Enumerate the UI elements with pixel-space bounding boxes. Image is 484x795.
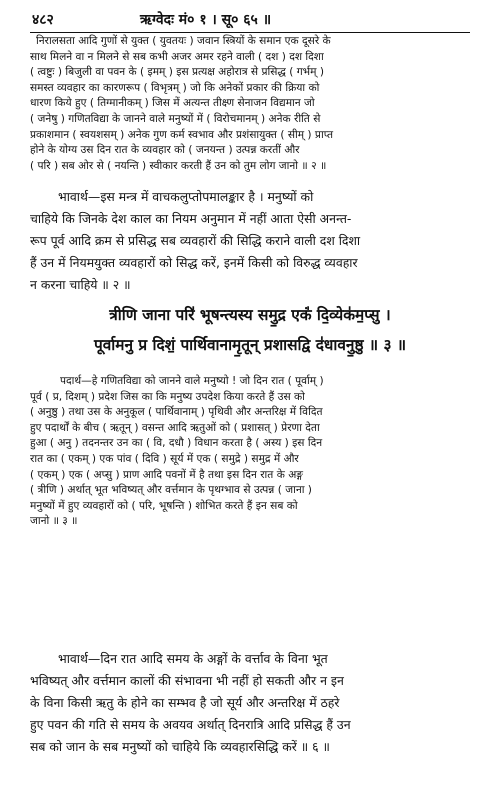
meaning-paragraph-1 [30,34,470,174]
text-line: ( त्रीणि ) अर्थात् भूत भविष्यत् और वर्त्तमान के पृथग्भाव से उत्पन्न ( जाना ) [30,484,312,497]
text-line: हुए पवन की गति से समय के अवयव अर्थात् दिनरात्रि आदि प्रसिद्ध हैं उन [30,717,351,732]
text-line: भावार्थ—दिन रात आदि समय के अङ्गों के वर्त्ताव के विना भूत [58,651,328,666]
page-header [30,8,470,32]
bhavarth-paragraph-2 [30,648,470,758]
text-line: रूप पूर्व आदि क्रम से प्रसिद्ध सब व्यवहारों की सिद्धि कराने वाली दश दिशा [30,233,361,248]
text-line: पूर्व ( प्र, दिशम् ) प्रदेश जिस का कि मनुष्य उपदेश किया करते हैं उस को [30,390,305,403]
running-title: ऋग्वेदः मं० १ । सू० ६५ ॥ [140,12,272,28]
text-line: हुआ ( अनु ) तदनन्तर उन का ( वि, दधौ ) विधान करता है ( अस्य ) इस दिन [30,437,323,450]
mantra-verse [30,300,470,360]
text-line: ( परि ) सब ओर से ( नयन्ति ) स्वीकार करती हैं उन को तुम लोग जानो ॥ २ ॥ [30,159,327,172]
page-number: ४८२ [32,12,54,28]
text-line: न करना चाहिये ॥ २ ॥ [30,277,131,292]
text-line: निरालसता आदि गुणों से युक्त ( युवतयः ) जवान स्त्रियों के समान एक दूसरे के [36,35,331,47]
text-line: सब को जान के सब मनुष्यों को चाहिये कि व्यवहारसिद्धि करें ॥ ६ ॥ [30,739,330,754]
text-line: ( अनुष्ठु ) तथा उस के अनुकूल ( पार्थिवानाम् ) पृथिवी और अन्तरिक्ष में विदित [30,406,323,419]
verse-line: त्रीणि जाना परि॑ भूषन्त्यस्य समु॒द्र एकं॑ दि॒व्येक॑म॒प्सु । [109,306,391,324]
text-line: होने के योग्य उस दिन रात के व्यवहार को ( जनयन्त ) उत्पन्न करतीं और [30,144,300,157]
text-line: हुए पदार्थों के बीच ( ऋतून् ) वसन्त आदि ऋतुओं को ( प्रशासत् ) प्रेरणा देता [30,421,320,434]
text-line: साथ मिलने वा न मिलने से सब कभी अजर अमर रहने वाली ( दश ) दश दिशा [30,50,324,63]
text-line: समस्त व्यवहार का कारणरूप ( विभृत्रम् ) जो कि अनेकों प्रकार की क्रिया को [30,81,320,94]
text-line: चाहिये कि जिनके देश काल का नियम अनुमान में नहीं आता ऐसी अनन्त- [30,211,352,226]
verse-line: पूर्वामनु प्र दिशं॒ पार्थिवानामृ॒तून् प्रशासद्वि द॑धावनु॒ष्ठु ॥ ३ ॥ [93,336,407,354]
text-line: हैं उन में नियमयुक्त व्यवहारों को सिद्ध करें, इनमें किसी को विरुद्ध व्यवहार [30,255,358,270]
text-line: मनुष्यों में हुए व्यवहारों को ( परि, भूषन्ति ) शोभित करते हैं इन सब को [30,499,298,512]
text-line: भविष्यत् और वर्त्तमान कालों की संभावना भी नहीं हो सकती और न इन [30,673,344,688]
padarth-paragraph [30,374,470,530]
text-line: पदार्थ—हे गणितविद्या को जानने वाले मनुष्यो ! जो दिन रात ( पूर्वाम् ) [60,375,324,387]
text-line: रात का ( एकम् ) एक पांव ( दिवि ) सूर्य में एक ( समुद्रे ) समुद्र में और [30,452,299,465]
bhavarth-paragraph-1 [30,186,470,296]
text-line: भावार्थ—इस मन्त्र में वाचकलुप्तोपमालङ्कार है । मनुष्यों को [58,189,314,204]
text-line: ( एकम् ) एक ( अप्सु ) प्राण आदि पवनों में है तथा इस दिन रात के अङ्ग [30,468,304,481]
text-line: ( त्वष्टुः ) बिजुली वा पवन के ( इमम् ) इस प्रत्यक्ष अहोरात्र से प्रसिद्ध ( गर्भम् ) [30,66,324,79]
header-rule [30,32,470,33]
text-line: प्रकाशमान ( स्वयशसम् ) अनेक गुण कर्म स्वभाव और प्रशंसायुक्त ( सीम् ) प्राप्त [30,128,334,141]
text-line: जानो ॥ ३ ॥ [30,515,78,528]
text-line: धारण किये हुए ( तिग्मानीकम् ) जिस में अत्यन्त तीक्ष्ण सेनाजन विद्यमान जो [30,97,315,110]
text-line: ( जनेषु ) गणितविद्या के जानने वाले मनुष्यों में ( विरोचमानम् ) अनेक रीति से [30,112,321,125]
text-line: के विना किसी ऋतु के होने का सम्भव है जो सूर्य और अन्तरिक्ष में ठहरे [30,695,340,710]
